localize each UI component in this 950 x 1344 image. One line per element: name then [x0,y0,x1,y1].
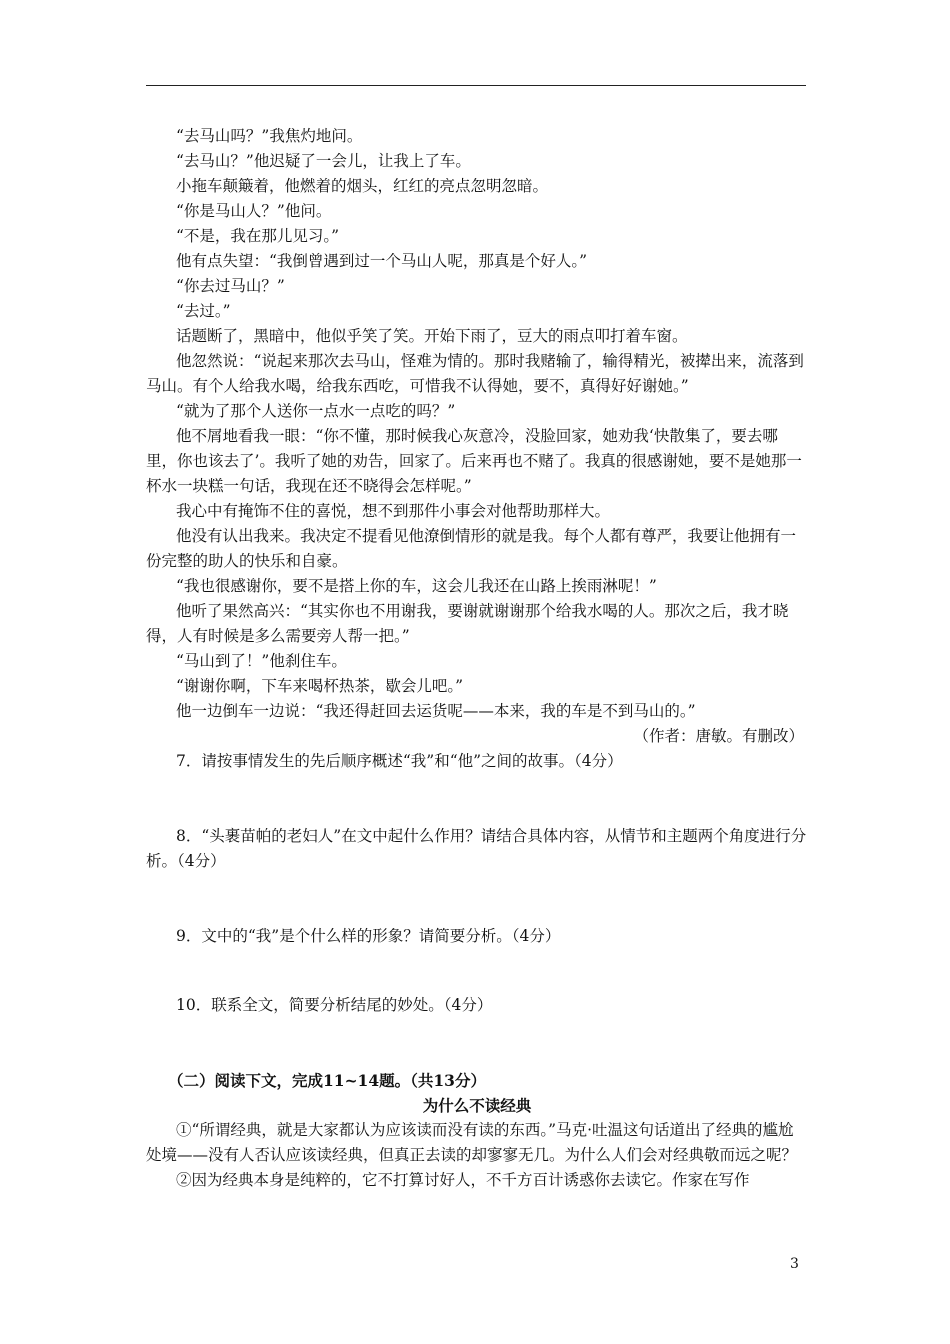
story-line: “就为了那个人送你一点水一点吃的吗？” [176,402,456,420]
header-rule [146,85,806,86]
story-line: “马山到了！”他刹住车。 [176,652,347,670]
story-paragraph: 他不屑地看我一眼：“你不懂，那时候我心灰意冷，没脸回家，她劝我‘快散集了，要去哪里，你也该去了’。我听了她的劝告，回家了。后来再也不赌了。我真的很感谢她，要不是她那一杯水一块糕一句话，我现在还不晓得会怎样呢。” [146,427,802,495]
question-10: 10．联系全文，简要分析结尾的妙处。（4分） [176,996,493,1014]
story-line: “我也很感谢你，要不是搭上你的车，这会儿我还在山路上挨雨淋呢！” [176,577,657,595]
story-line: 话题断了，黑暗中，他似乎笑了笑。开始下雨了，豆大的雨点叩打着车窗。 [176,327,688,345]
article-paragraph: ①“所谓经典，就是大家都认为应该读而没有读的东西。”马克·吐温这句话道出了经典的尴尬处境——没有人否认应该读经典，但真正去读的却寥寥无几。为什么人们会对经典敬而远之呢？ [146,1121,798,1164]
story-line: 他有点失望：“我倒曾遇到过一个马山人呢，那真是个好人。” [176,252,588,270]
question-9: 9．文中的“我”是个什么样的形象？请简要分析。（4分） [176,927,561,945]
story-paragraph: 他听了果然高兴：“其实你也不用谢我，要谢就谢谢那个给我水喝的人。那次之后，我才晓得，人有时候是多么需要旁人帮一把。” [146,602,789,645]
story-line: “去过。” [176,302,231,320]
story-line: “去马山吗？”我焦灼地问。 [176,127,363,145]
story-line: “你是马山人？”他问。 [176,202,332,220]
story-paragraph: 他没有认出我来。我决定不提看见他潦倒情形的就是我。每个人都有尊严，我要让他拥有一份完整的助人的快乐和自豪。 [146,527,797,570]
article-paragraph: ②因为经典本身是纯粹的，它不打算讨好人，不千方百计诱惑你去读它。作家在写作 [176,1171,750,1189]
question-7: 7．请按事情发生的先后顺序概述“我”和“他”之间的故事。（4分） [176,752,623,770]
story-line: “谢谢你啊，下车来喝杯热茶，歇会儿吧。” [176,677,464,695]
story-paragraph: 他忽然说：“说起来那次去马山，怪难为情的。那时我赌输了，输得精光，被撵出来，流落到马山。有个人给我水喝，给我东西吃，可惜我不认得她，要不，真得好好谢她。” [146,352,804,395]
section-heading: （二）阅读下文，完成11~14题。（共13分） [168,1071,486,1090]
story-line: “去马山？”他迟疑了一会儿，让我上了车。 [176,152,471,170]
story-line: 我心中有掩饰不住的喜悦，想不到那件小事会对他帮助那样大。 [176,502,611,520]
article-title: 为什么不读经典 [422,1096,532,1115]
question-8: 8．“头裹苗帕的老妇人”在文中起什么作用？请结合具体内容，从情节和主题两个角度进行分析。（4分） [146,827,807,870]
page-content [146,124,808,1193]
story-line: “不是，我在那儿见习。” [176,227,340,245]
answer-space [146,1018,808,1068]
answer-space [146,774,808,824]
story-line: 小拖车颠簸着，他燃着的烟头，红红的亮点忽明忽暗。 [176,177,549,195]
story-line: 他一边倒车一边说：“我还得赶回去运货呢——本来，我的车是不到马山的。” [176,702,696,720]
answer-space [146,874,808,924]
page-number: 3 [790,1256,799,1272]
answer-space [146,949,808,993]
author-credit: （作者：唐敏。有删改） [633,727,804,745]
story-line: “你去过马山？” [176,277,285,295]
